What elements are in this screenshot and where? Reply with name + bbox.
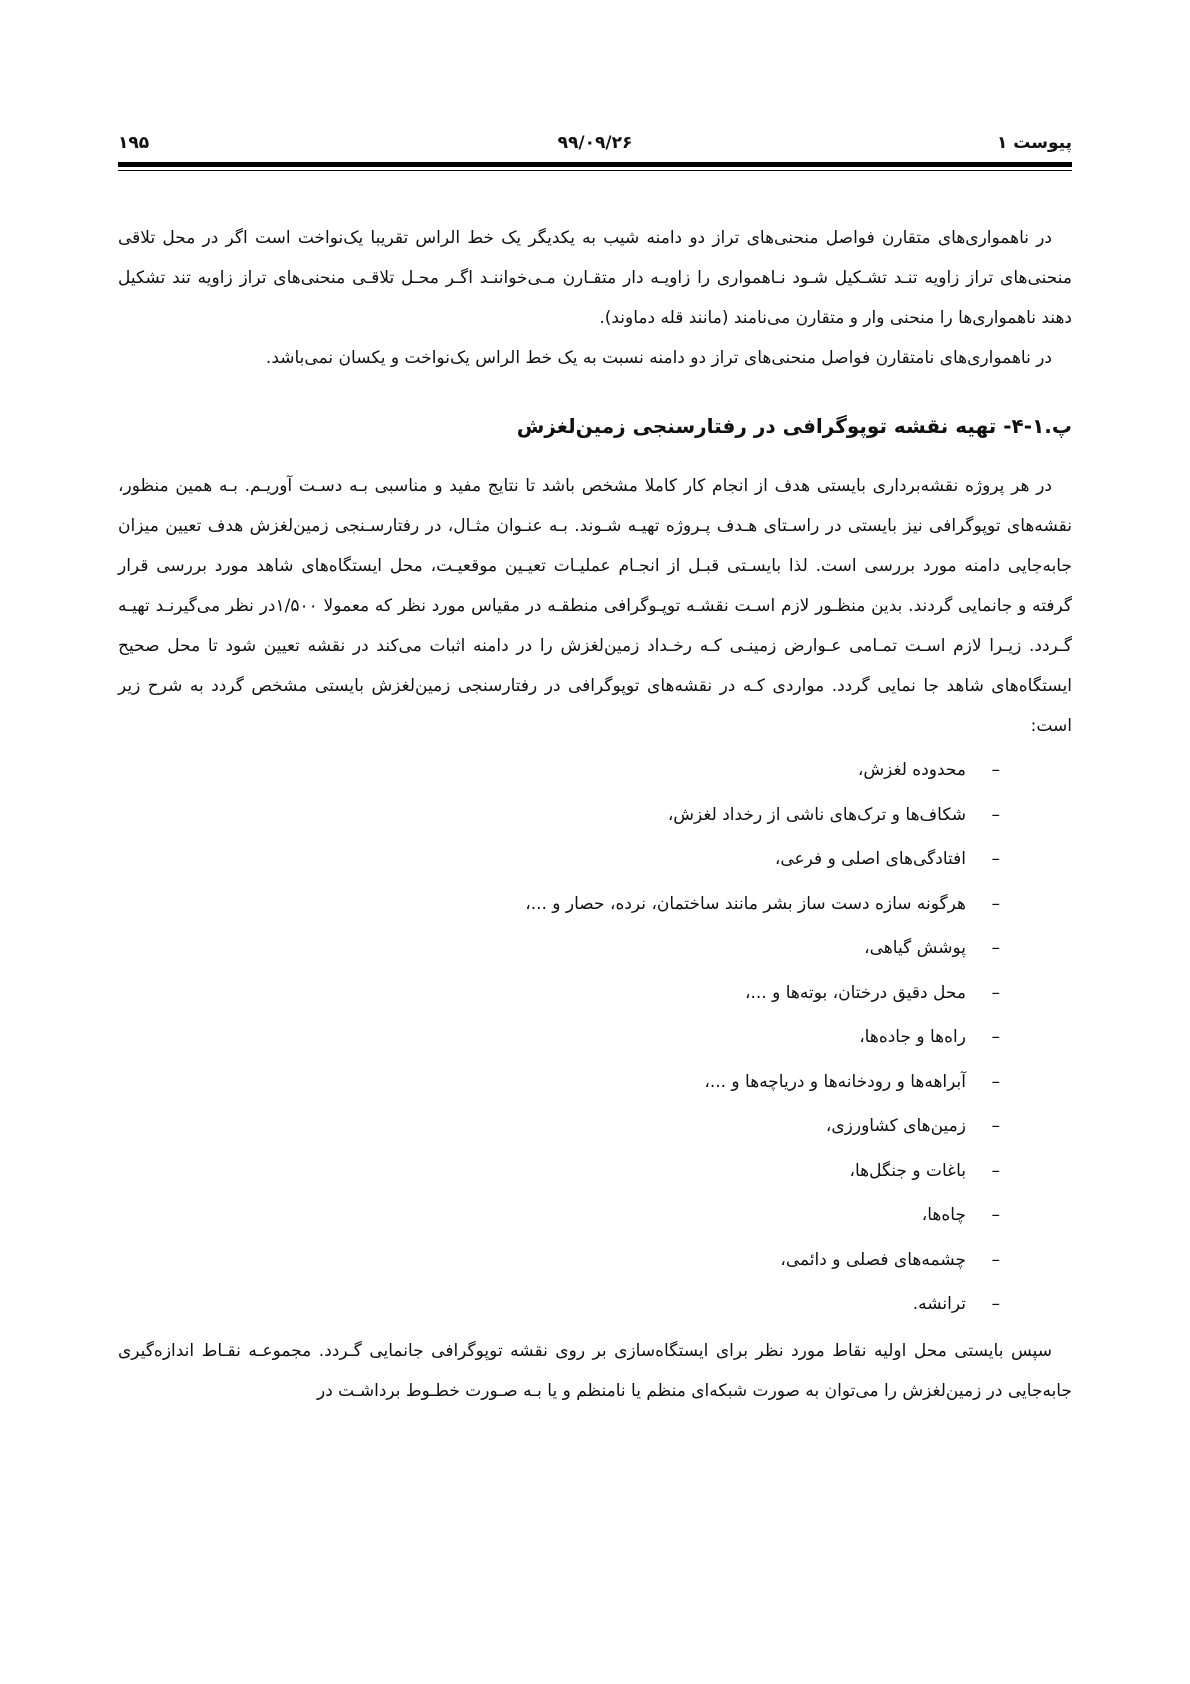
- list-item-text: شکاف‌ها و ترک‌های ناشی از رخداد لغزش،: [667, 804, 966, 825]
- paragraph-topographic-map: در هر پروژه نقشه‌برداری بایستی هدف از انجام کار کاملا مشخص باشد تا نتایج مفید و مناسبی بـه دسـت آوریـم. بـه همین منظور، نقشه‌های توپوگرافی نیز بایستی در راسـتای هـدف پـروژه تهیـه شـوند. بـه عنـوان مثـال، در رفتارسـنجی زمین‌لغزش هدف تعیین میزان جابه‌جایی دامنه مورد بررسی است. لذا بایسـتی قبـل از انجـام عملیـات تعیـین موقعیـت، محل ایستگاه‌های شاهد مورد بررسی قرار گرفته و جانمایی گردند. بدین منظـور لازم اسـت نقشـه توپـوگرافی منطقـه در مقیاس مورد نظر که معمولا ۱/۵۰۰در نظر می‌گیرنـد تهیـه گـردد. زیـرا لازم اسـت تمـامی عـوارض زمینـی کـه رخـداد زمین‌لغزش را در دامنه اثبات می‌کند در نقشه تعیین شود تا محل صحیح ایستگاه‌های شاهد جا نمایی گردد. مواردی کـه در نقشه‌های توپوگرافی در رفتارسنجی زمین‌لغزش بایستی مشخص گردد به شرح زیر است:: [118, 476, 1072, 736]
- paragraph-symmetric-relief: در ناهمواری‌های متقارن فواصل منحنی‌های تراز دو دامنه شیب به یکدیگر یک خط الراس تقریبا یک‌نواخت است اگر در محل تلاقی منحنی‌های تراز زاویه تنـد تشـکیل شـود نـاهمواری را زاویـه دار متقـارن مـی‌خواننـد اگـر محـل تلاقـی منحنی‌های تراز زاویه تند تشکیل دهند ناهمواری‌ها را منحنی وار و متقارن می‌نامند (مانند قله دماوند).: [118, 228, 1072, 328]
- list-item: [118, 926, 1000, 971]
- list-item-text: افتادگی‌های اصلی و فرعی،: [774, 849, 966, 869]
- dash-marker: –: [991, 760, 1000, 780]
- header-rule-thick: [118, 162, 1072, 167]
- paragraph-closing: سپس بایستی محل اولیه نقاط مورد نظر برای ایستگاه‌سازی بر روی نقشه توپوگرافی جانمایی گـردد. مجموعـه نقـاط اندازه‌گیری جابه‌جایی در زمین‌لغزش را می‌توان به صورت شبکه‌ای منظم یا نامنظم و یا بـه صـورت خطـوط برداشـت در: [118, 1340, 1072, 1401]
- page-body: [118, 218, 1072, 1411]
- list-item-text: باغات و جنگل‌ها،: [849, 1160, 966, 1181]
- list-item: [118, 837, 1000, 882]
- list-item-text: ترانشه.: [912, 1294, 966, 1314]
- list-item-text: محدوده لغزش،: [857, 760, 966, 780]
- dash-marker: –: [991, 1116, 1000, 1136]
- dash-marker: –: [991, 1249, 1000, 1270]
- list-item: [118, 1193, 1000, 1238]
- dash-marker: –: [991, 849, 1000, 869]
- dash-marker: –: [991, 1294, 1000, 1314]
- list-item-text: راه‌ها و جاده‌ها،: [859, 1027, 966, 1047]
- header-rule-thin: [118, 170, 1072, 171]
- list-item-text: چاه‌ها،: [921, 1205, 966, 1225]
- section-heading: پ.۱-۴- تهیه نقشه توپوگرافی در رفتارسنجی زمین‌لغزش: [516, 414, 1072, 438]
- dash-marker: –: [991, 1205, 1000, 1225]
- dash-marker: –: [991, 1071, 1000, 1092]
- list-item: [118, 882, 1000, 927]
- list-item: [118, 1104, 1000, 1149]
- list-item-text: آبراهه‌ها و رودخانه‌ها و دریاچه‌ها و ...،: [704, 1071, 966, 1092]
- dash-marker: –: [991, 1160, 1000, 1181]
- list-item: [118, 1282, 1000, 1327]
- list-item: [118, 1149, 1000, 1194]
- list-item: [118, 1060, 1000, 1105]
- list-item-text: محل دقیق درختان، بوته‌ها و ...،: [745, 982, 966, 1003]
- header-date: ۹۹/۰۹/۲۶: [557, 133, 633, 153]
- list-item: [118, 793, 1000, 838]
- list-item: [118, 1238, 1000, 1283]
- dash-marker: –: [991, 804, 1000, 825]
- dash-marker: –: [991, 982, 1000, 1003]
- header-appendix-title: پیوست ۱: [996, 133, 1072, 153]
- list-item-text: زمین‌های کشاورزی،: [825, 1116, 966, 1136]
- feature-list: [118, 748, 1072, 1327]
- paragraph-asymmetric-relief: در ناهمواری‌های نامتقارن فواصل منحنی‌های تراز دو دامنه نسبت به یک خط الراس یک‌نواخت و یکسان نمی‌باشد.: [265, 348, 1052, 368]
- list-item-text: پوشش گیاهی،: [864, 938, 966, 958]
- list-item: [118, 971, 1000, 1016]
- list-item-text: هرگونه سازه دست ساز بشر مانند ساختمان، نرده، حصار و ...،: [525, 893, 966, 914]
- dash-marker: –: [991, 938, 1000, 958]
- list-item-text: چشمه‌های فصلی و دائمی،: [780, 1249, 966, 1270]
- dash-marker: –: [991, 893, 1000, 914]
- list-item: [118, 1015, 1000, 1060]
- dash-marker: –: [991, 1027, 1000, 1047]
- list-item: [118, 748, 1000, 793]
- header-page-number: ۱۹۵: [118, 133, 150, 153]
